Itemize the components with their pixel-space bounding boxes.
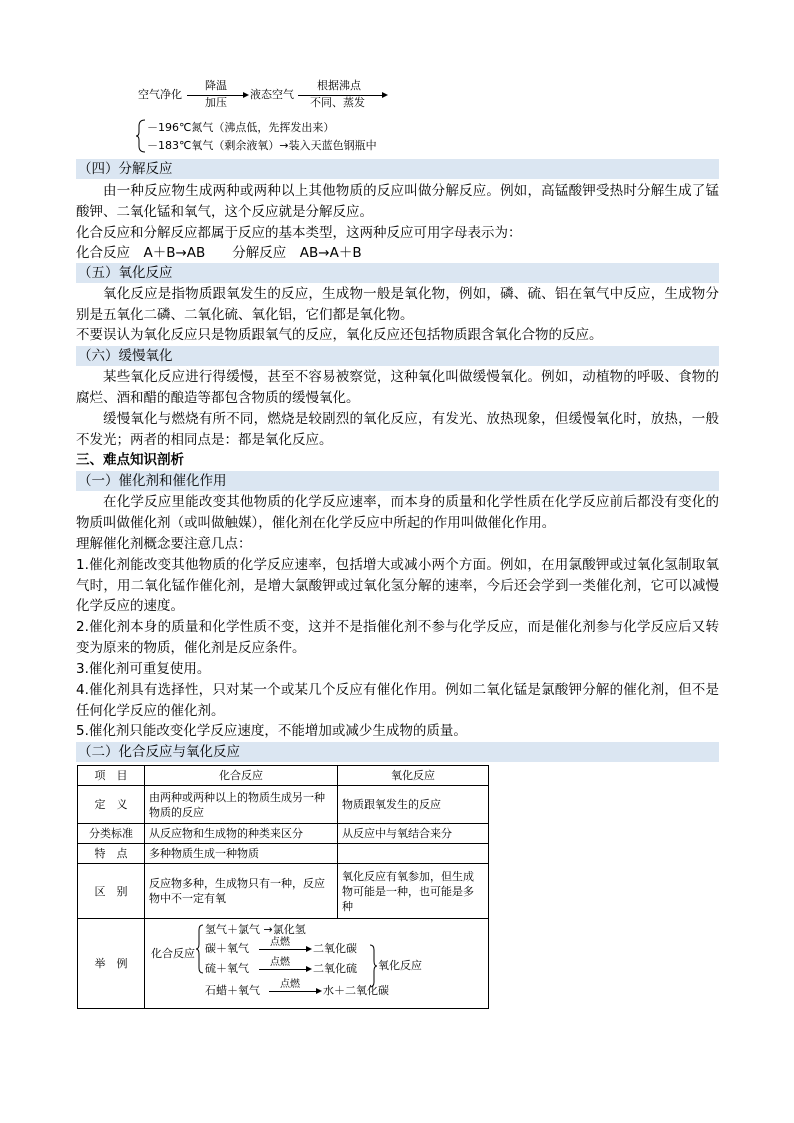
slow-oxidation-definition: 某些氧化反应进行得缓慢，甚至不容易被察觉，这种氧化叫做缓慢氧化。例如，动植物的呼吸、食物的腐烂、酒和醋的酿造等都包含物质的缓慢氧化。 bbox=[76, 369, 719, 406]
section-heading-decomposition: （四）分解反应 bbox=[76, 159, 719, 179]
cell-combination: 多种物质生成一种物质 bbox=[145, 844, 338, 864]
oxidation-definition: 氧化反应是指物质跟氧发生的反应，生成物一般是氧化物，例如，磷、硫、铝在氧气中反应，生成物分别是五氧化二磷、二氧化硫、氧化铝，它们都是氧化物。 bbox=[76, 286, 719, 323]
cell-oxidation: 物质跟氧发生的反应 bbox=[338, 786, 489, 824]
catalyst-note-2: 2.催化剂本身的质量和化学性质不变，这并不是指催化剂不参与化学反应，而是催化剂参与化学反应后又转变为原来的物质，催化剂是反应条件。 bbox=[76, 619, 719, 656]
arrow2-bottom-label: 不同、蒸发 bbox=[310, 96, 365, 109]
table-row bbox=[78, 844, 489, 864]
example-4-product: 水＋二氧化碳 bbox=[323, 983, 389, 997]
example-2-condition: 点燃 bbox=[270, 936, 290, 948]
decomposition-definition: 由一种反应物生成两种或两种以上其他物质的反应叫做分解反应。例如，高锰酸钾受热时分解生成了锰酸钾、二氧化锰和氧气，这个反应就是分解反应。 bbox=[76, 183, 719, 220]
example-3-arrow-line bbox=[259, 969, 307, 970]
arrow2-head bbox=[382, 92, 388, 98]
catalyst-notes-intro: 理解催化剂概念要注意几点： bbox=[76, 536, 252, 552]
cell-oxidation bbox=[338, 844, 489, 864]
brace-icon bbox=[135, 118, 147, 154]
example-4-arrow-line bbox=[269, 991, 317, 992]
comparison-table bbox=[77, 765, 489, 1009]
row-label: 区 别 bbox=[78, 864, 145, 919]
slow-oxidation-vs-combustion: 缓慢氧化与燃烧有所不同，燃烧是较剧烈的氧化反应，有发光、放热现象，但缓慢氧化时，放热，一般不发光；两者的相同点是：都是氧化反应。 bbox=[76, 411, 719, 448]
table-row bbox=[78, 864, 489, 919]
arrow1-bottom-label: 加压 bbox=[205, 96, 227, 109]
example-2-product: 二氧化碳 bbox=[313, 941, 357, 955]
diagram-middle: 液态空气 bbox=[250, 88, 294, 101]
cell-combination: 由两种或两种以上的物质生成另一种物质的反应 bbox=[145, 786, 338, 824]
right-brace-icon bbox=[369, 944, 377, 988]
catalyst-note-1: 1.催化剂能改变其他物质的化学反应速率，包括增大或减小两个方面。例如，在用氯酸钾或过氧化氢制取氧气时，用二氧化锰作催化剂，是增大氯酸钾或过氧化氢分解的速率，今后还会学到一类催化剂，它可以减慢化学反应的速度。 bbox=[76, 557, 719, 614]
arrow1-head bbox=[243, 92, 249, 98]
arrow1-top-label: 降温 bbox=[205, 79, 227, 92]
example-4-condition: 点燃 bbox=[280, 978, 300, 990]
cell-oxidation: 从反应中与氧结合来分 bbox=[338, 824, 489, 844]
cell-oxidation: 氧化反应有氧参加，但生成物可能是一种，也可能是多种 bbox=[338, 864, 489, 919]
branch-nitrogen: －196℃氮气（沸点低，先挥发出来） bbox=[147, 121, 335, 134]
table-header: 项 目 bbox=[78, 766, 145, 786]
example-3-arrow-head bbox=[306, 966, 312, 972]
arrow2-top-label: 根据沸点 bbox=[317, 79, 361, 92]
catalyst-note-3: 3.催化剂可重复使用。 bbox=[76, 661, 211, 677]
example-2-arrow-line bbox=[259, 949, 307, 950]
reaction-letter-formulas: 化合反应 A＋B→AB 分解反应 AB→A＋B bbox=[76, 245, 362, 261]
example-reaction-1: 氢气＋氯气 →氯化氢 bbox=[205, 922, 306, 936]
part3-heading: 三、难点知识剖析 bbox=[76, 452, 184, 468]
examples-cell bbox=[145, 919, 489, 1009]
row-label: 定 义 bbox=[78, 786, 145, 824]
example-3-product: 二氧化硫 bbox=[313, 961, 357, 975]
branch-oxygen: －183℃氧气（剩余液氧）→装入天蓝色钢瓶中 bbox=[147, 139, 377, 152]
catalyst-note-5: 5.催化剂只能改变化学反应速度，不能增加或减少生成物的质量。 bbox=[76, 723, 467, 739]
table-header-row bbox=[78, 766, 489, 786]
example-4-reactants: 石蜡＋氧气 bbox=[205, 983, 260, 997]
diagram-start: 空气净化 bbox=[138, 88, 182, 101]
catalyst-note-4: 4.催化剂具有选择性，只对某一个或某几个反应有催化作用。例如二氧化锰是氯酸钾分解的催化剂，但不是任何化学反应的催化剂。 bbox=[76, 682, 719, 719]
section-heading-slow-oxidation: （六）缓慢氧化 bbox=[76, 346, 719, 366]
reaction-types-intro: 化合反应和分解反应都属于反应的基本类型，这两种反应可用字母表示为： bbox=[76, 225, 522, 241]
example-3-condition: 点燃 bbox=[270, 956, 290, 968]
table-row-examples bbox=[78, 919, 489, 1009]
table-row bbox=[78, 786, 489, 824]
row-label: 分类标准 bbox=[78, 824, 145, 844]
section-heading-catalyst: （一）催化剂和催化作用 bbox=[76, 471, 719, 491]
example-2-reactants: 碳＋氧气 bbox=[205, 941, 249, 955]
table-header: 氧化反应 bbox=[338, 766, 489, 786]
section-heading-combination-vs-oxidation: （二）化合反应与氧化反应 bbox=[76, 742, 719, 762]
oxidation-label: 氧化反应 bbox=[378, 958, 422, 972]
example-3-reactants: 硫＋氧气 bbox=[205, 961, 249, 975]
row-label: 特 点 bbox=[78, 844, 145, 864]
table-header: 化合反应 bbox=[145, 766, 338, 786]
section-heading-oxidation: （五）氧化反应 bbox=[76, 263, 719, 283]
row-label: 举 例 bbox=[78, 919, 145, 1009]
combination-label: 化合反应 bbox=[151, 946, 195, 960]
oxidation-note: 不要误认为氧化反应只是物质跟氧气的反应，氧化反应还包括物质跟含氧化合物的反应。 bbox=[76, 327, 603, 343]
cell-combination: 从反应物和生成物的种类来区分 bbox=[145, 824, 338, 844]
cell-combination: 反应物多种，生成物只有一种，反应物中不一定有氧 bbox=[145, 864, 338, 919]
left-brace-icon bbox=[196, 924, 204, 974]
table-row bbox=[78, 824, 489, 844]
catalyst-definition: 在化学反应里能改变其他物质的化学反应速率，而本身的质量和化学性质在化学反应前后都没有变化的物质叫做催化剂（或叫做触媒），催化剂在化学反应中所起的作用叫做催化作用。 bbox=[76, 494, 719, 531]
example-4-arrow-head bbox=[316, 988, 322, 994]
example-2-arrow-head bbox=[306, 946, 312, 952]
